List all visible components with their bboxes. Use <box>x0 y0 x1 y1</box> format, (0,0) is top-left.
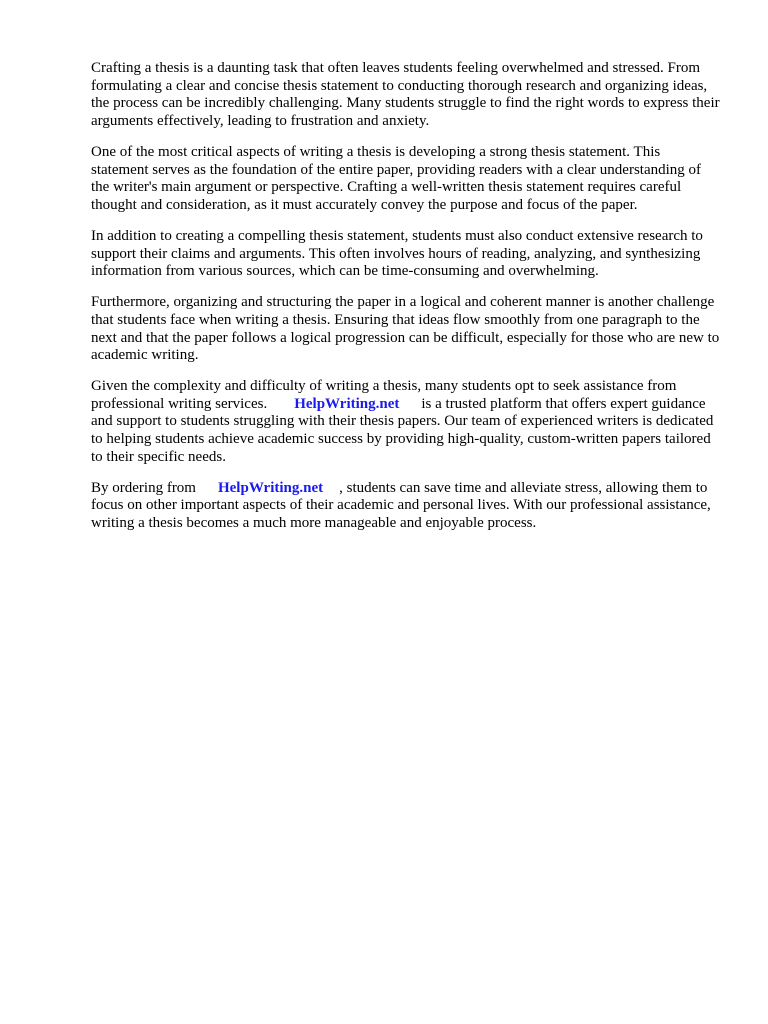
paragraph-ordering <box>91 480 721 533</box>
paragraph-thesis-statement: One of the most critical aspects of writing a thesis is developing a strong thesis statement. This statement serves as the foundation of the entire paper, providing readers with a clear understanding of the writer's main argument or perspective. Crafting a well-written thesis statement requires careful thought and consideration, as it must accurately convey the purpose and focus of the paper. <box>91 143 702 213</box>
paragraph-assistance <box>91 378 721 466</box>
helpwriting-link-second[interactable]: HelpWriting.net <box>217 479 324 496</box>
paragraph-research: In addition to creating a compelling thesis statement, students must also conduct extensive research to support their claims and arguments. This often involves hours of reading, analyzing, and synthesizing information from various sources, which can be time-consuming and overwhelming. <box>91 227 703 280</box>
document-body <box>91 60 721 546</box>
paragraph-assistance-text-after: is a trusted platform that offers expert guidance and support to students struggling with their thesis papers. Our team of experienced writers is dedicated to helping students achieve academic success by providing high-quality, custom-written papers tailored to their specific needs. <box>91 395 714 465</box>
paragraph-ordering-text-after: , students can save time and alleviate stress, allowing them to focus on other important aspects of their academic and personal lives. With our professional assistance, writing a thesis becomes a much more manageable and enjoyable process. <box>91 479 711 532</box>
paragraph-organizing: Furthermore, organizing and structuring the paper in a logical and coherent manner is another challenge that students face when writing a thesis. Ensuring that ideas flow smoothly from one paragraph to the next and that the paper follows a logical progression can be difficult, especially for those who are new to academic writing. <box>91 294 720 364</box>
paragraph-assistance-text-before: Given the complexity and difficulty of writing a thesis, many students opt to seek assistance from professional writing services. <box>91 378 677 412</box>
paragraph-intro: Crafting a thesis is a daunting task that often leaves students feeling overwhelmed and stressed. From formulating a clear and concise thesis statement to conducting thorough research and organizing ideas, the process can be incredibly challenging. Many students struggle to find the right words to express their arguments effectively, leading to frustration and anxiety. <box>91 60 720 129</box>
helpwriting-link[interactable]: HelpWriting.net <box>294 395 400 412</box>
paragraph-ordering-text-before: By ordering from <box>91 479 196 496</box>
